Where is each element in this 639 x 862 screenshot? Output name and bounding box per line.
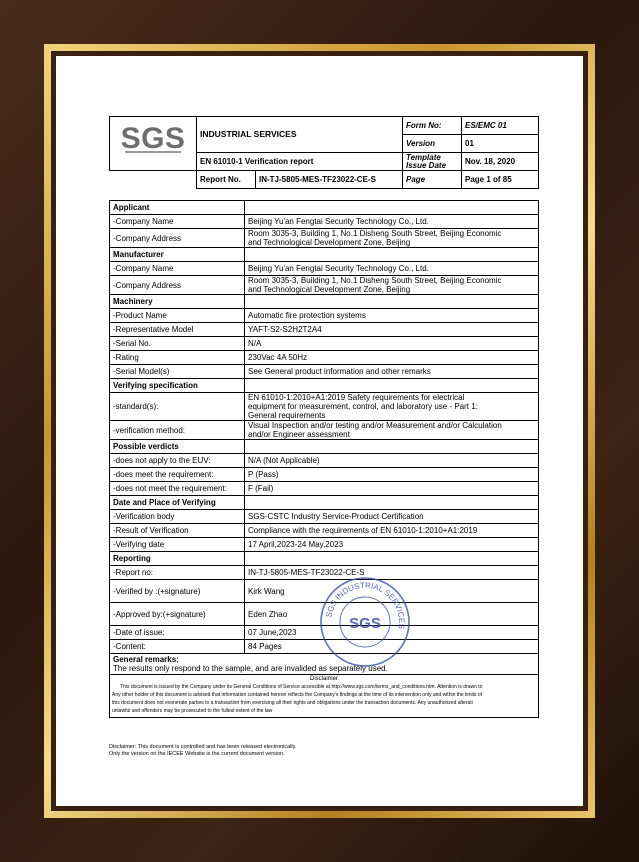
field-label: -Result of Verification <box>110 524 245 538</box>
field-value <box>245 337 539 351</box>
field-label: -Company Address <box>110 276 245 295</box>
detail-row <box>110 468 539 482</box>
field-value <box>245 552 539 566</box>
section-title: Applicant <box>110 201 245 215</box>
field-value <box>245 248 539 262</box>
section-title: Reporting <box>110 552 245 566</box>
field-value <box>245 309 539 323</box>
field-value <box>245 201 539 215</box>
detail-row <box>110 421 539 440</box>
field-value-line: IN-TJ-5805-MES-TF23022-CE-S <box>248 568 365 577</box>
section-title: Verifying specification <box>110 379 245 393</box>
field-label: -Verification body <box>110 510 245 524</box>
field-value-line: N/A <box>248 339 262 348</box>
disclaimer-line-4: unlawful and offenders may be prosecuted to the fullest extent of the law <box>112 708 273 714</box>
field-value-line: Automatic fire protection systems <box>248 311 366 320</box>
disclaimer-title: Disclaimer <box>309 676 338 682</box>
field-value-line: Beijing Yu'an Fengtai Security Technology Co., Ltd. <box>248 264 429 273</box>
field-value <box>245 482 539 496</box>
field-value <box>245 421 539 440</box>
report-header <box>109 116 539 189</box>
field-value-line: and/or Engineer assessment <box>248 430 350 439</box>
field-value-line: General requirements <box>248 411 326 420</box>
field-value-line: P (Pass) <box>248 470 279 479</box>
field-value <box>245 276 539 295</box>
field-value <box>245 440 539 454</box>
field-label: -Approved by:(+signature) <box>110 603 245 626</box>
field-label: -does not apply to the EUV: <box>110 454 245 468</box>
field-label: -Company Name <box>110 215 245 229</box>
general-remarks-text: The results only respond to the sample, and are invalided as separately used. <box>113 664 388 673</box>
field-value-line: equipment for measurement, control, and laboratory use - Part 1: <box>248 402 478 411</box>
detail-row <box>110 276 539 295</box>
field-label: -Rating <box>110 351 245 365</box>
industrial-services-label: INDUSTRIAL SERVICES <box>197 117 403 153</box>
field-value <box>245 295 539 309</box>
field-value <box>245 365 539 379</box>
template-issue-date-label <box>403 153 462 171</box>
field-value <box>245 496 539 510</box>
field-label: -does meet the requirement: <box>110 468 245 482</box>
sgs-logo-text: SGS <box>120 122 186 155</box>
detail-row <box>110 538 539 552</box>
field-value-line: Room 3035-3, Building 1, No.1 Disheng South Street, Beijing Economic <box>248 229 502 238</box>
page-value: Page 1 of 85 <box>462 171 539 189</box>
field-value-line: See General product information and other remarks <box>248 367 431 376</box>
detail-row <box>110 323 539 337</box>
field-value <box>245 510 539 524</box>
field-value <box>245 379 539 393</box>
field-label: -standard(s): <box>110 393 245 421</box>
report-no-value: IN-TJ-5805-MES-TF23022-CE-S <box>256 171 403 189</box>
detail-row <box>110 454 539 468</box>
field-value-line: Eden Zhao <box>248 609 288 619</box>
field-value <box>245 215 539 229</box>
field-label: -Verified by :(+signature) <box>110 580 245 603</box>
template-issue-date: Nov. 18, 2020 <box>462 153 539 171</box>
form-no-value: ES/EMC 01 <box>462 117 539 135</box>
section-header-row <box>110 496 539 510</box>
sgs-logo <box>110 117 197 171</box>
detail-row <box>110 393 539 421</box>
stamp-center-text: SGS <box>349 615 381 632</box>
field-value-line: 07 June,2023 <box>248 628 297 637</box>
detail-row <box>110 365 539 379</box>
field-label: -Representative Model <box>110 323 245 337</box>
page-label: Page <box>403 171 462 189</box>
field-value <box>245 393 539 421</box>
field-value <box>245 351 539 365</box>
field-label: -Serial Model(s) <box>110 365 245 379</box>
disclaimer-line-2: Any other holder of this document is advised that information contained hereon reflects the Company's findings at the time of its intervention only and within the limits of <box>112 692 483 698</box>
detail-row <box>110 524 539 538</box>
header-spacer <box>110 171 197 189</box>
report-no-label: Report No. <box>197 171 256 189</box>
field-label: -Serial No. <box>110 337 245 351</box>
section-title: Machinery <box>110 295 245 309</box>
field-label: -verification method: <box>110 421 245 440</box>
footer-line-2: Only the version on the IECEE Website is the current document version. <box>109 751 285 757</box>
field-value-line: and Technological Development Zone, Beijing <box>248 238 411 247</box>
disclaimer-line-3: this document does not exonerate parties to a transaction from exercising all their rights and obligations under the transaction documents. Any unauthorized alterati <box>112 700 473 706</box>
field-value-line: Room 3035-3, Building 1, No.1 Disheng South Street, Beijing Economic <box>248 276 502 285</box>
field-value-line: 17 April,2023-24 May,2023 <box>248 540 344 549</box>
section-header-row <box>110 295 539 309</box>
detail-row <box>110 351 539 365</box>
field-value-line: Beijing Yu'an Fengtai Security Technology Co., Ltd. <box>248 217 429 226</box>
field-value-line: N/A (Not Applicable) <box>248 456 320 465</box>
field-value <box>245 229 539 248</box>
detail-row <box>110 229 539 248</box>
field-value <box>245 454 539 468</box>
version-value: 01 <box>462 135 539 153</box>
report-type: EN 61010-1 Verification report <box>197 153 403 171</box>
form-no-label: Form No: <box>403 117 462 135</box>
detail-row <box>110 510 539 524</box>
field-label: -Company Name <box>110 262 245 276</box>
section-header-row <box>110 379 539 393</box>
field-label: -Date of issue: <box>110 626 245 640</box>
field-value <box>245 323 539 337</box>
field-value-line: Kirk Wang <box>248 586 285 596</box>
detail-row <box>110 482 539 496</box>
field-value-line: Compliance with the requirements of EN 61010-1:2010+A1:2019 <box>248 526 478 535</box>
field-value-line: SGS-CSTC Industry Service-Product Certification <box>248 512 424 521</box>
section-title: Date and Place of Verifying <box>110 496 245 510</box>
field-label: -Verifying date <box>110 538 245 552</box>
field-label: -Report no: <box>110 566 245 580</box>
detail-row <box>110 309 539 323</box>
detail-row <box>110 215 539 229</box>
field-value-line: YAFT-S2-S2H2T2A4 <box>248 325 322 334</box>
stamp-ring-text: SGS INDUSTRIAL SERVICES <box>324 580 407 630</box>
section-title: Possible verdicts <box>110 440 245 454</box>
field-value <box>245 262 539 276</box>
field-value <box>245 524 539 538</box>
field-label: -Product Name <box>110 309 245 323</box>
field-value-line: 84 Pages <box>248 642 282 651</box>
sgs-stamp <box>319 576 411 668</box>
header-gap <box>109 189 539 200</box>
field-value-line: Visual Inspection and/or testing and/or Measurement and/or Calculation <box>248 421 502 430</box>
field-label: -Content: <box>110 640 245 654</box>
section-header-row <box>110 440 539 454</box>
section-title: Manufacturer <box>110 248 245 262</box>
template-label-1: Template <box>406 152 441 162</box>
template-label-2: Issue Date <box>406 160 447 170</box>
detail-row <box>110 262 539 276</box>
footer-line-1: Disclaimer: This document is controlled and has been released electronically. <box>109 744 297 750</box>
field-label: -Company Address <box>110 229 245 248</box>
field-value-line: and Technological Development Zone, Beijing <box>248 285 411 294</box>
field-value <box>245 468 539 482</box>
version-label: Version <box>403 135 462 153</box>
footer-disclaimer <box>109 744 297 758</box>
section-header-row <box>110 248 539 262</box>
section-header-row <box>110 552 539 566</box>
disclaimer-box <box>109 675 539 718</box>
disclaimer-line-1: This document is issued by the Company under its General Conditions of Service accessible at http://www.sgs.com/terms_and_conditions.htm. Attention is drawn to <box>120 684 483 690</box>
section-header-row <box>110 201 539 215</box>
detail-row <box>110 337 539 351</box>
field-value-line: 230Vac 4A 50Hz <box>248 353 308 362</box>
field-value-line: EN 61010-1:2010+A1:2019 Safety requirements for electrical <box>248 393 465 402</box>
field-label: -does not meet the requirement: <box>110 482 245 496</box>
general-remarks-title: General remarks: <box>113 655 179 664</box>
field-value-line: F (Fail) <box>248 484 274 493</box>
field-value <box>245 538 539 552</box>
